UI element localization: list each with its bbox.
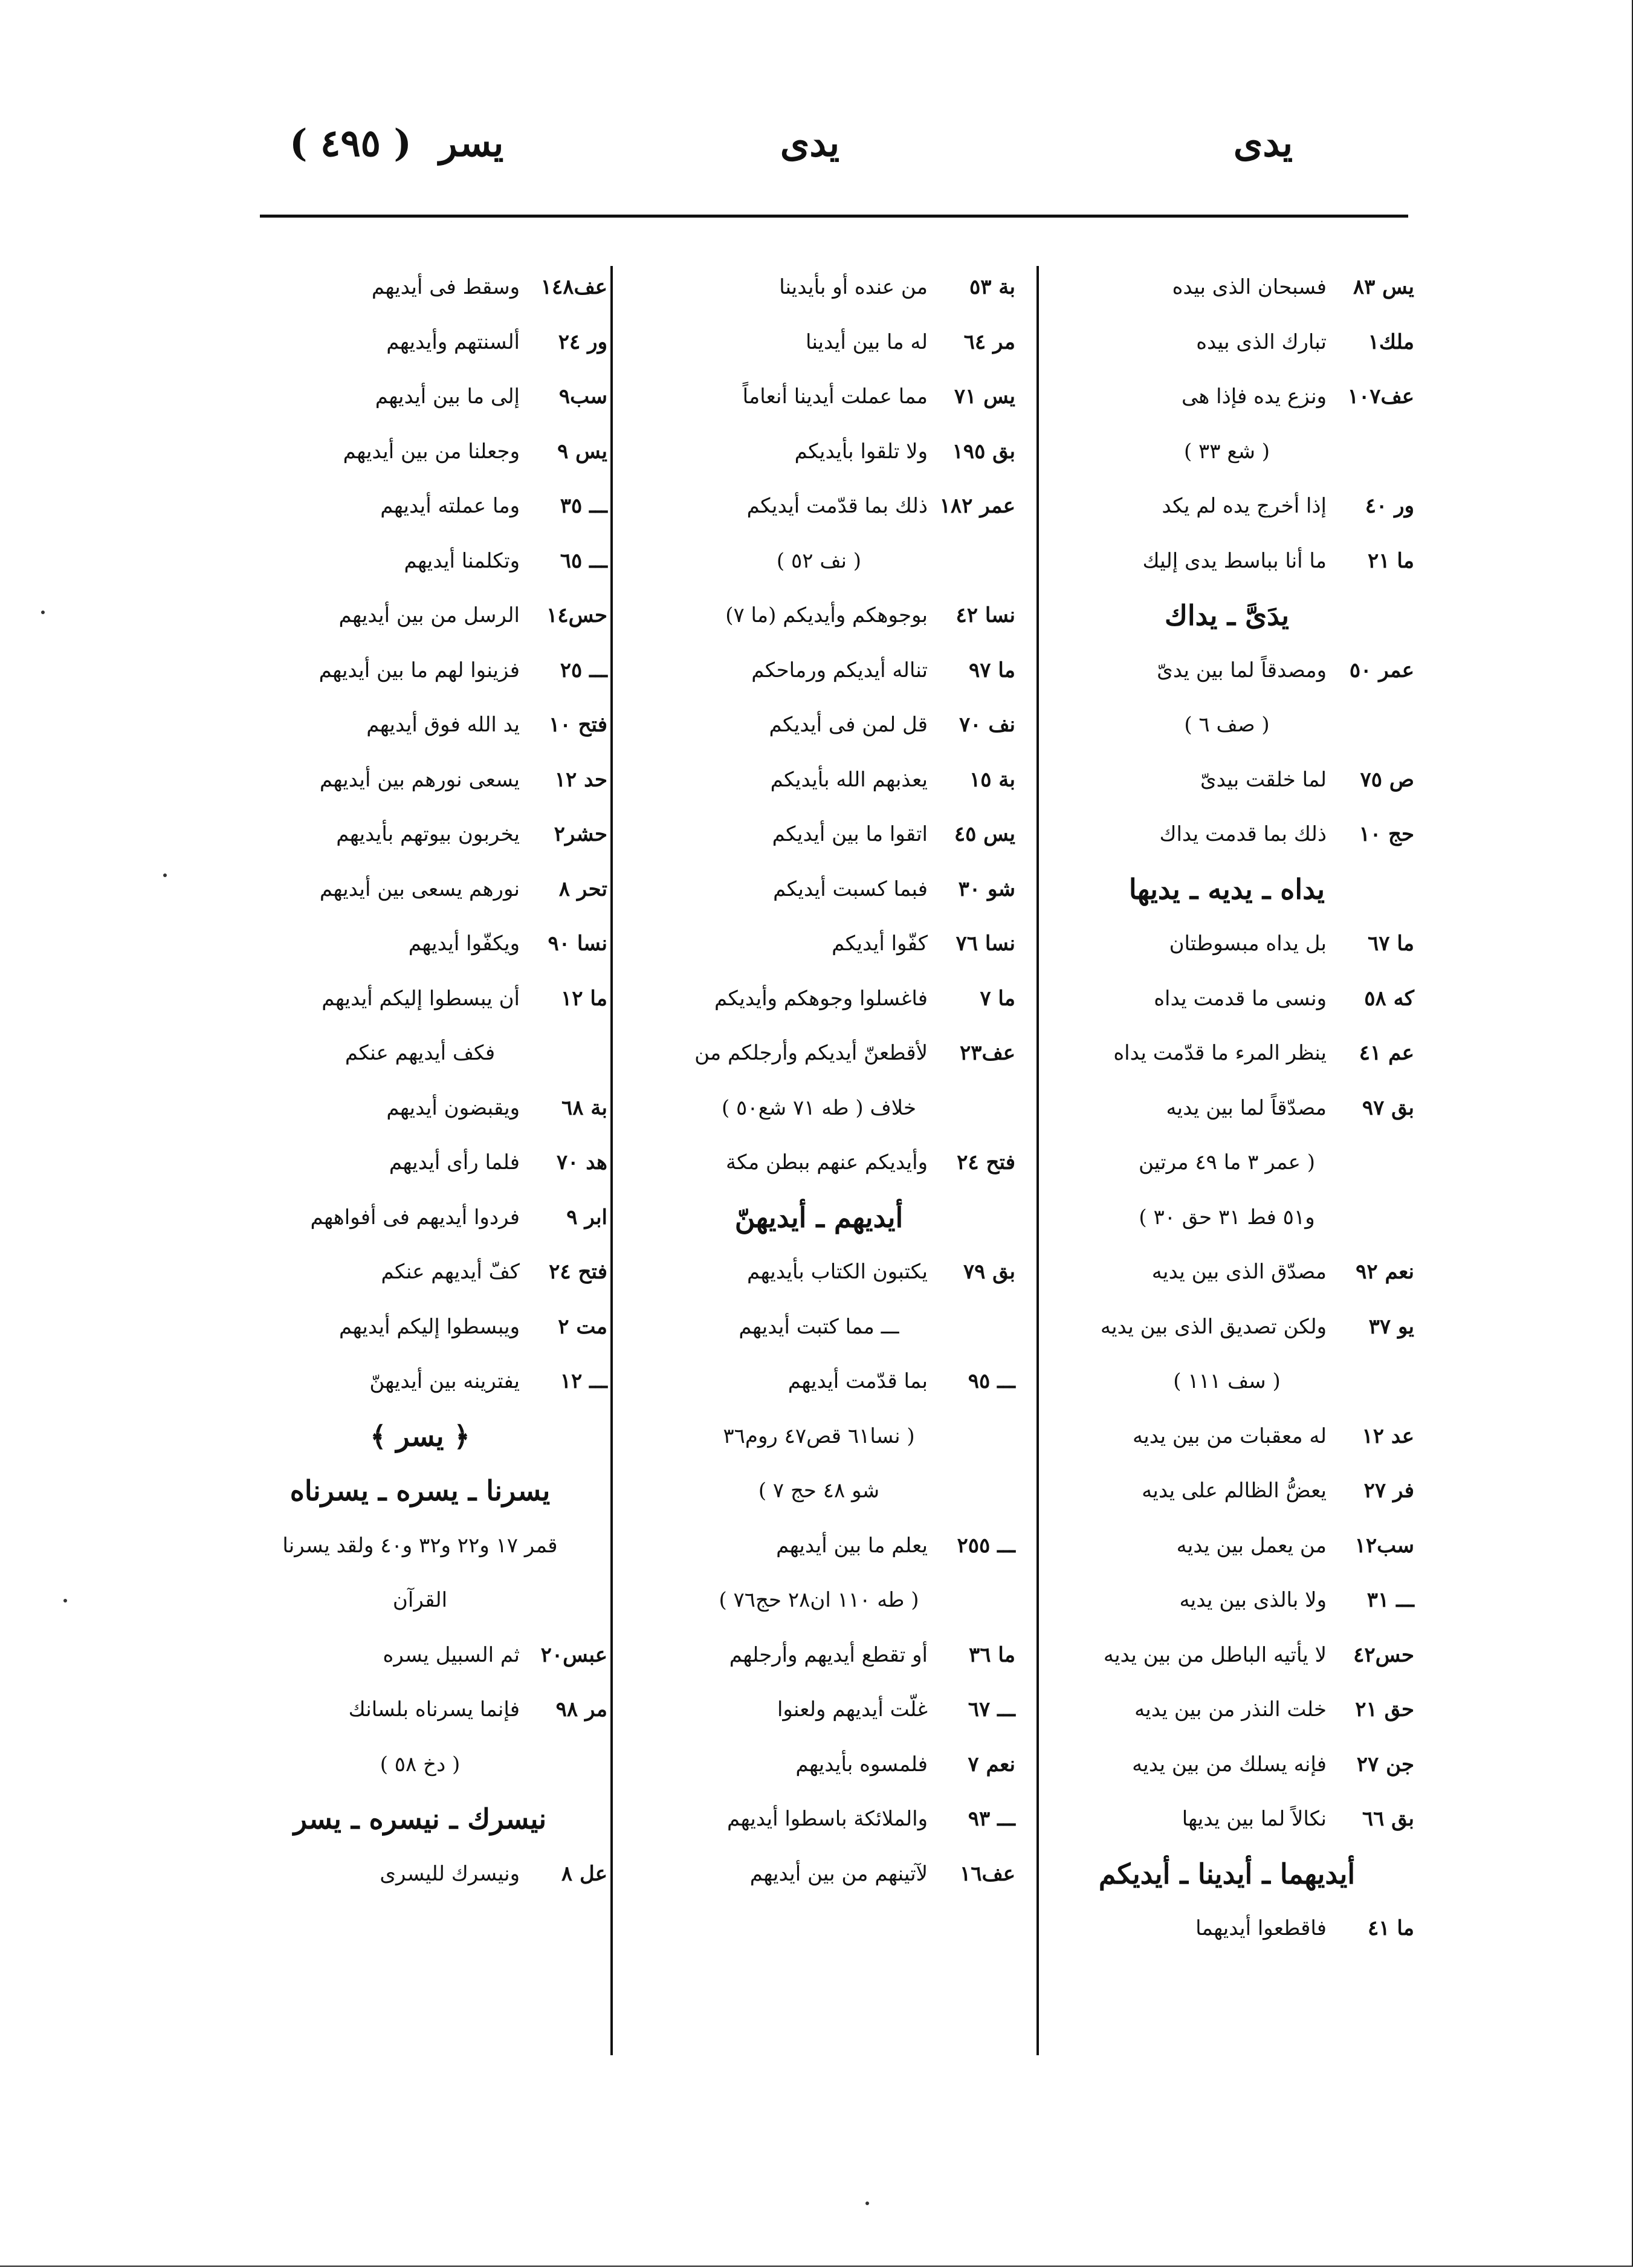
- verse-reference: عل ٨: [561, 1861, 607, 1886]
- verse-reference: بق ٧٩: [963, 1260, 1015, 1284]
- verse-reference: بق ٩٧: [1362, 1095, 1414, 1120]
- concordance-entry: [1040, 1026, 1414, 1081]
- word-form-heading: يسرنا ـ يسره ـ يسرناه: [289, 1474, 551, 1507]
- concordance-entry: [1040, 1628, 1414, 1683]
- concordance-entry: [622, 369, 1015, 424]
- concordance-entry: [622, 1847, 1015, 1902]
- scan-speck: [41, 611, 45, 614]
- concordance-entry: [233, 1847, 607, 1902]
- verse-reference: يس ٧١: [954, 384, 1015, 409]
- column-left: [233, 260, 607, 1901]
- concordance-entry: [233, 479, 607, 534]
- word-form-heading: أيديهما ـ أيدينا ـ أيديكم: [1098, 1857, 1356, 1890]
- concordance-entry: [233, 1081, 607, 1136]
- header-root-word-left: يسر: [439, 121, 504, 165]
- verse-excerpt: وما عملته أيديهم: [380, 494, 520, 518]
- concordance-entry: [622, 479, 1015, 534]
- verse-excerpt: اتقوا ما بين أيديكم: [772, 822, 928, 846]
- verse-reference: هد ٧٠: [556, 1150, 607, 1174]
- continuation-line: ( دخ ٥٨ ): [380, 1752, 461, 1777]
- verse-excerpt: قل لمن فى أيديكم: [769, 713, 928, 737]
- verse-excerpt: وسقط فى أيديهم: [371, 275, 520, 299]
- continuation-line: و٥١ فط ٣١ حق ٣٠ ): [1139, 1205, 1315, 1230]
- verse-reference: بة ٥٣: [969, 275, 1015, 299]
- verse-excerpt: فلمسوه بأيديهم: [795, 1752, 928, 1777]
- verse-reference: نسا ٤٢: [956, 603, 1015, 627]
- verse-excerpt: من عنده أو بأيدينا: [779, 275, 928, 299]
- concordance-entry: [233, 698, 607, 753]
- verse-excerpt: له معقبات من بين يديه: [1133, 1424, 1327, 1448]
- verse-reference: نعم ٧: [968, 1752, 1015, 1777]
- verse-excerpt: أن يبسطوا إليكم أيديهم: [322, 986, 520, 1011]
- verse-reference: فتح ١٠: [549, 713, 607, 737]
- verse-excerpt: ونيسرك لليسرى: [380, 1861, 520, 1886]
- concordance-entry: [233, 916, 607, 971]
- verse-reference: يو ٣٧: [1368, 1314, 1414, 1339]
- concordance-entry: [622, 260, 1015, 315]
- scan-speck: [163, 873, 167, 877]
- verse-reference: عف١٦: [959, 1861, 1015, 1886]
- verse-reference: حد ١٢: [554, 767, 607, 792]
- verse-excerpt: ويبسطوا إليكم أيديهم: [339, 1314, 520, 1339]
- concordance-entry: [1040, 369, 1414, 424]
- verse-reference: ـــ ٩٥: [968, 1369, 1015, 1393]
- concordance-entry: [1040, 1300, 1414, 1355]
- concordance-entry: [622, 916, 1015, 971]
- concordance-entry: [1040, 1573, 1414, 1628]
- concordance-entry: [233, 807, 607, 862]
- verse-reference: ـــ ٢٥: [560, 658, 607, 682]
- verse-excerpt: يعلم ما بين أيديهم: [776, 1533, 928, 1558]
- verse-reference: حق ٢١: [1355, 1697, 1414, 1722]
- verse-excerpt: ولا بالذى بين يديه: [1179, 1588, 1327, 1612]
- verse-reference: ـــ ٩٣: [968, 1807, 1015, 1831]
- verse-excerpt: ويكفّوا أيديهم: [408, 932, 520, 956]
- verse-excerpt: يخربون بيوتهم بأيديهم: [336, 822, 520, 846]
- concordance-entry: [1040, 1081, 1414, 1136]
- verse-reference: سب١٢: [1354, 1533, 1414, 1558]
- verse-excerpt: نورهم يسعى بين أيديهم: [319, 876, 520, 901]
- verse-reference: مر ٦٤: [963, 329, 1015, 354]
- verse-reference: ـــ ٣١: [1366, 1588, 1414, 1612]
- concordance-entry: [1040, 643, 1414, 698]
- verse-reference: حشر٢: [554, 822, 607, 846]
- verse-excerpt: ذلك بما قدّمت أيديكم: [746, 494, 928, 518]
- verse-reference: ما ٣٦: [969, 1642, 1015, 1667]
- verse-excerpt: يسعى نورهم بين أيديهم: [319, 767, 520, 792]
- verse-excerpt: نكالاً لما بين يديها: [1182, 1807, 1327, 1831]
- verse-excerpt: ويقبضون أيديهم: [386, 1095, 520, 1120]
- continuation-line: قمر ١٧ و٢٢ و٣٢ و٤٠ ولقد يسرنا: [282, 1533, 558, 1558]
- verse-reference: بة ١٥: [969, 767, 1015, 792]
- verse-excerpt: يعذبهم الله بأيديكم: [770, 767, 928, 792]
- verse-reference: بق ١٩٥: [952, 439, 1015, 464]
- concordance-entry: [233, 1682, 607, 1737]
- concordance-entry: [622, 1628, 1015, 1683]
- verse-reference: عف١٤٨: [540, 275, 607, 299]
- verse-excerpt: إذا أخرج يده لم يكد: [1162, 494, 1327, 518]
- verse-excerpt: ولا تلقوا بأيديكم: [794, 439, 928, 464]
- concordance-entry: [1040, 916, 1414, 971]
- concordance-entry: [1040, 1792, 1414, 1847]
- concordance-entry: [1040, 1409, 1414, 1464]
- concordance-entry: [1040, 807, 1414, 862]
- concordance-entry: [233, 260, 607, 315]
- scan-speck: [865, 2202, 869, 2205]
- verse-reference: نف ٧٠: [959, 713, 1015, 737]
- continuation-line: ( سف ١١١ ): [1173, 1369, 1281, 1393]
- verse-reference: ـــ ١٢: [560, 1369, 607, 1393]
- concordance-entry: [1040, 1901, 1414, 1956]
- concordance-entry: [622, 753, 1015, 808]
- verse-reference: ما ٢١: [1368, 548, 1414, 573]
- word-form-heading: يداه ـ يديه ـ يديها: [1128, 872, 1325, 906]
- verse-reference: مت ٢: [558, 1314, 607, 1339]
- verse-reference: نعم ٩٢: [1356, 1260, 1414, 1284]
- concordance-entry: [622, 698, 1015, 753]
- verse-reference: مر ٩٨: [555, 1697, 607, 1722]
- verse-excerpt: أو تقطع أيديهم وأرجلهم: [729, 1642, 928, 1667]
- verse-reference: ـــ ٦٧: [968, 1697, 1015, 1722]
- verse-excerpt: بل يداه مبسوطتان: [1169, 932, 1327, 956]
- verse-reference: يس ٩: [557, 439, 607, 464]
- verse-excerpt: لأقطعنّ أيديكم وأرجلكم من: [694, 1041, 928, 1065]
- verse-excerpt: وتكلمنا أيديهم: [404, 548, 520, 573]
- concordance-entry: [1040, 753, 1414, 808]
- concordance-entry: [1040, 971, 1414, 1026]
- verse-reference: ص ٧٥: [1360, 767, 1414, 792]
- concordance-entry: [622, 588, 1015, 643]
- concordance-entry: [622, 862, 1015, 917]
- verse-reference: عف١٠٧: [1347, 384, 1414, 409]
- concordance-entry: [233, 315, 607, 370]
- verse-excerpt: كفّ أيديهم عنكم: [381, 1260, 520, 1284]
- verse-excerpt: كفّوا أيديكم: [832, 932, 928, 956]
- concordance-entry: [1040, 260, 1414, 315]
- verse-excerpt: ونسى ما قدمت يداه: [1154, 986, 1327, 1011]
- verse-excerpt: الرسل من بين أيديهم: [338, 603, 520, 627]
- concordance-entry: [622, 1682, 1015, 1737]
- verse-excerpt: ومصدقاً لما بين يدىّ: [1157, 658, 1327, 682]
- verse-reference: حس٤٢: [1353, 1642, 1414, 1667]
- verse-excerpt: فزينوا لهم ما بين أيديهم: [319, 658, 520, 682]
- verse-reference: ور ٢٤: [558, 329, 607, 354]
- concordance-entry: [622, 1354, 1015, 1409]
- verse-excerpt: والملائكة باسطوا أيديهم: [727, 1807, 928, 1831]
- verse-excerpt: يعضُّ الظالم على يديه: [1142, 1479, 1327, 1503]
- verse-reference: يس ٨٣: [1353, 275, 1414, 299]
- verse-reference: فر ٢٧: [1363, 1479, 1414, 1503]
- scan-speck: [63, 1599, 67, 1602]
- verse-excerpt: لما خلقت بيدىّ: [1200, 767, 1327, 792]
- concordance-entry: [622, 1245, 1015, 1300]
- concordance-entry: [1040, 1737, 1414, 1792]
- concordance-entry: [233, 1245, 607, 1300]
- verse-excerpt: غلّت أيديهم ولعنوا: [777, 1697, 928, 1722]
- concordance-entry: [622, 1518, 1015, 1573]
- verse-excerpt: لا يأتيه الباطل من بين يديه: [1103, 1642, 1327, 1667]
- column-divider: [1036, 266, 1039, 2055]
- verse-excerpt: فإنما يسرناه بلسانك: [348, 1697, 520, 1722]
- verse-excerpt: خلت النذر من بين يديه: [1134, 1697, 1327, 1722]
- verse-reference: عم ٤١: [1359, 1041, 1414, 1065]
- page-header: [0, 115, 1633, 181]
- continuation-line: ( طه ١١٠ ان٢٨ حج٧٦ ): [719, 1588, 919, 1612]
- concordance-entry: [233, 1135, 607, 1190]
- verse-reference: نسا ٧٦: [956, 932, 1015, 956]
- concordance-entry: [233, 862, 607, 917]
- word-form-heading: نيسرك ـ نيسره ـ يسر: [293, 1803, 547, 1835]
- verse-excerpt: فبما كسبت أيديكم: [773, 876, 928, 901]
- verse-reference: حس١٤: [546, 603, 607, 627]
- column-middle: [622, 260, 1015, 1901]
- verse-excerpt: له ما بين أيدينا: [805, 329, 928, 354]
- verse-excerpt: فردوا أيديهم فى أفواههم: [310, 1205, 520, 1230]
- concordance-entry: [622, 807, 1015, 862]
- concordance-entry: [233, 971, 607, 1026]
- concordance-entry: [1040, 534, 1414, 589]
- verse-excerpt: ذلك بما قدمت يداك: [1159, 822, 1327, 846]
- verse-excerpt: تناله أيديكم ورماحكم: [751, 658, 928, 682]
- concordance-entry: [622, 1135, 1015, 1190]
- verse-reference: عمر ٥٠: [1349, 658, 1414, 682]
- header-rule: [260, 215, 1408, 218]
- continuation-line: شو ٤٨ حج ٧ ): [758, 1479, 880, 1503]
- concordance-entry: [233, 753, 607, 808]
- word-form-heading: ﴿ يسر ﴾: [370, 1419, 470, 1453]
- verse-reference: ما ٤١: [1368, 1916, 1414, 1940]
- verse-reference: ما ٦٧: [1368, 932, 1414, 956]
- concordance-entry: [1040, 1518, 1414, 1573]
- verse-excerpt: ثم السبيل يسره: [383, 1642, 520, 1667]
- verse-reference: ما ٩٧: [969, 658, 1015, 682]
- column-divider: [610, 266, 613, 2055]
- verse-excerpt: ألسنتهم وأيديهم: [386, 329, 520, 354]
- verse-reference: بة ٦٨: [561, 1095, 607, 1120]
- concordance-entry: [622, 1792, 1015, 1847]
- verse-reference: ور ٤٠: [1365, 494, 1414, 518]
- concordance-entry: [622, 643, 1015, 698]
- verse-reference: كه ٥٨: [1364, 986, 1414, 1011]
- verse-excerpt: ما أنا بباسط يدى إليك: [1142, 548, 1327, 573]
- verse-reference: نسا ٩٠: [548, 932, 607, 956]
- verse-excerpt: بما قدّمت أيديهم: [787, 1369, 928, 1393]
- continuation-line: ـــ مما كتبت أيديهم: [739, 1314, 899, 1339]
- concordance-entry: [1040, 1463, 1414, 1518]
- concordance-entry: [622, 1737, 1015, 1792]
- continuation-line: ( عمر ٣ ما ٤٩ مرتين: [1139, 1150, 1315, 1174]
- verse-excerpt: مصدّقاً لما بين يديه: [1166, 1095, 1327, 1120]
- concordance-entry: [622, 315, 1015, 370]
- concordance-entry: [233, 1300, 607, 1355]
- verse-excerpt: مما عملت أيدينا أنعاماً: [742, 384, 928, 409]
- header-root-word-right: يدى: [1233, 121, 1293, 165]
- verse-reference: سب٩: [558, 384, 607, 409]
- verse-excerpt: تبارك الذى بيده: [1196, 329, 1327, 354]
- verse-reference: عف٢٣: [959, 1041, 1015, 1065]
- continuation-line: ( صف ٦ ): [1184, 713, 1270, 737]
- concordance-entry: [1040, 1245, 1414, 1300]
- verse-excerpt: يكتبون الكتاب بأيديهم: [746, 1260, 928, 1284]
- verse-reference: ـــ ٢٥٥: [957, 1533, 1015, 1558]
- verse-excerpt: ونزع يده فإذا هى: [1182, 384, 1327, 409]
- concordance-entry: [233, 1628, 607, 1683]
- continuation-line: القرآن: [392, 1588, 448, 1612]
- verse-excerpt: يفترينه بين أيديهنّ: [369, 1369, 520, 1393]
- verse-excerpt: ينظر المرء ما قدّمت يداه: [1113, 1041, 1327, 1065]
- verse-reference: ـــ ٣٥: [560, 494, 607, 518]
- verse-reference: تحر ٨: [558, 876, 607, 901]
- concordance-entry: [233, 643, 607, 698]
- concordance-entry: [622, 1026, 1015, 1081]
- verse-reference: ما ٧: [980, 986, 1015, 1011]
- continuation-line: ( نسا٦١ قص٤٧ روم٣٦: [723, 1424, 915, 1448]
- continuation-line: فكف أيديهم عنكم: [344, 1041, 496, 1065]
- verse-reference: فتح ٢٤: [957, 1150, 1015, 1174]
- word-form-heading: أيديهم ـ أيديهنّ: [734, 1200, 904, 1234]
- verse-excerpt: فلما رأى أيديهم: [389, 1150, 520, 1174]
- concordance-entry: [1040, 479, 1414, 534]
- verse-excerpt: يد الله فوق أيديهم: [366, 713, 520, 737]
- verse-excerpt: إلى ما بين أيديهم: [375, 384, 520, 409]
- page-number: ( ٤٩٥ ): [289, 121, 412, 165]
- concordance-entry: [233, 1354, 607, 1409]
- verse-excerpt: ولكن تصديق الذى بين يديه: [1100, 1314, 1327, 1339]
- concordance-entry: [233, 369, 607, 424]
- verse-excerpt: مصدّق الذى بين يديه: [1151, 1260, 1327, 1284]
- concordance-entry: [622, 971, 1015, 1026]
- verse-reference: ملك١: [1368, 329, 1414, 354]
- verse-reference: ابر ٩: [566, 1205, 607, 1230]
- verse-excerpt: فاغسلوا وجوهكم وأيديكم: [714, 986, 928, 1011]
- concordance-entry: [233, 534, 607, 589]
- header-root-word-center: يدى: [780, 121, 840, 165]
- verse-excerpt: وجعلنا من بين أيديهم: [343, 439, 520, 464]
- verse-reference: شو ٣٠: [958, 876, 1015, 901]
- column-right: [1040, 260, 1414, 1956]
- verse-reference: يس ٤٥: [954, 822, 1015, 846]
- verse-excerpt: بوجوهكم وأيديكم (ما ٧): [725, 603, 928, 627]
- concordance-entry: [233, 424, 607, 479]
- verse-reference: بق ٦٦: [1362, 1807, 1414, 1831]
- verse-reference: عمر ١٨٢: [939, 494, 1015, 518]
- verse-excerpt: من يعمل بين يديه: [1176, 1533, 1327, 1558]
- concordance-entry: [1040, 1682, 1414, 1737]
- verse-excerpt: فإنه يسلك من بين يديه: [1132, 1752, 1327, 1777]
- continuation-line: ( نف ٥٢ ): [776, 548, 862, 573]
- continuation-line: ( شع ٣٣ ): [1183, 439, 1270, 464]
- concordance-entry: [1040, 315, 1414, 370]
- concordance-entry: [233, 1190, 607, 1245]
- verse-reference: ما ١٢: [561, 986, 607, 1011]
- continuation-line: خلاف ( طه ٧١ شع٥٠ ): [721, 1095, 917, 1120]
- word-form-heading: يدَىَّ ـ يداك: [1164, 599, 1290, 632]
- verse-reference: حج ١٠: [1359, 822, 1414, 846]
- concordance-entry: [233, 588, 607, 643]
- verse-excerpt: فسبحان الذى بيده: [1172, 275, 1327, 299]
- verse-reference: جن ٢٧: [1356, 1752, 1414, 1777]
- verse-reference: ـــ ٦٥: [560, 548, 607, 573]
- verse-excerpt: فاقطعوا أيديهما: [1195, 1916, 1327, 1940]
- verse-excerpt: وأيديكم عنهم ببطن مكة: [725, 1150, 928, 1174]
- verse-reference: عبس٢٠: [540, 1642, 607, 1667]
- verse-reference: عد ١٢: [1362, 1424, 1414, 1448]
- verse-reference: فتح ٢٤: [549, 1260, 607, 1284]
- verse-excerpt: لآتينهم من بين أيديهم: [749, 1861, 928, 1886]
- concordance-entry: [622, 424, 1015, 479]
